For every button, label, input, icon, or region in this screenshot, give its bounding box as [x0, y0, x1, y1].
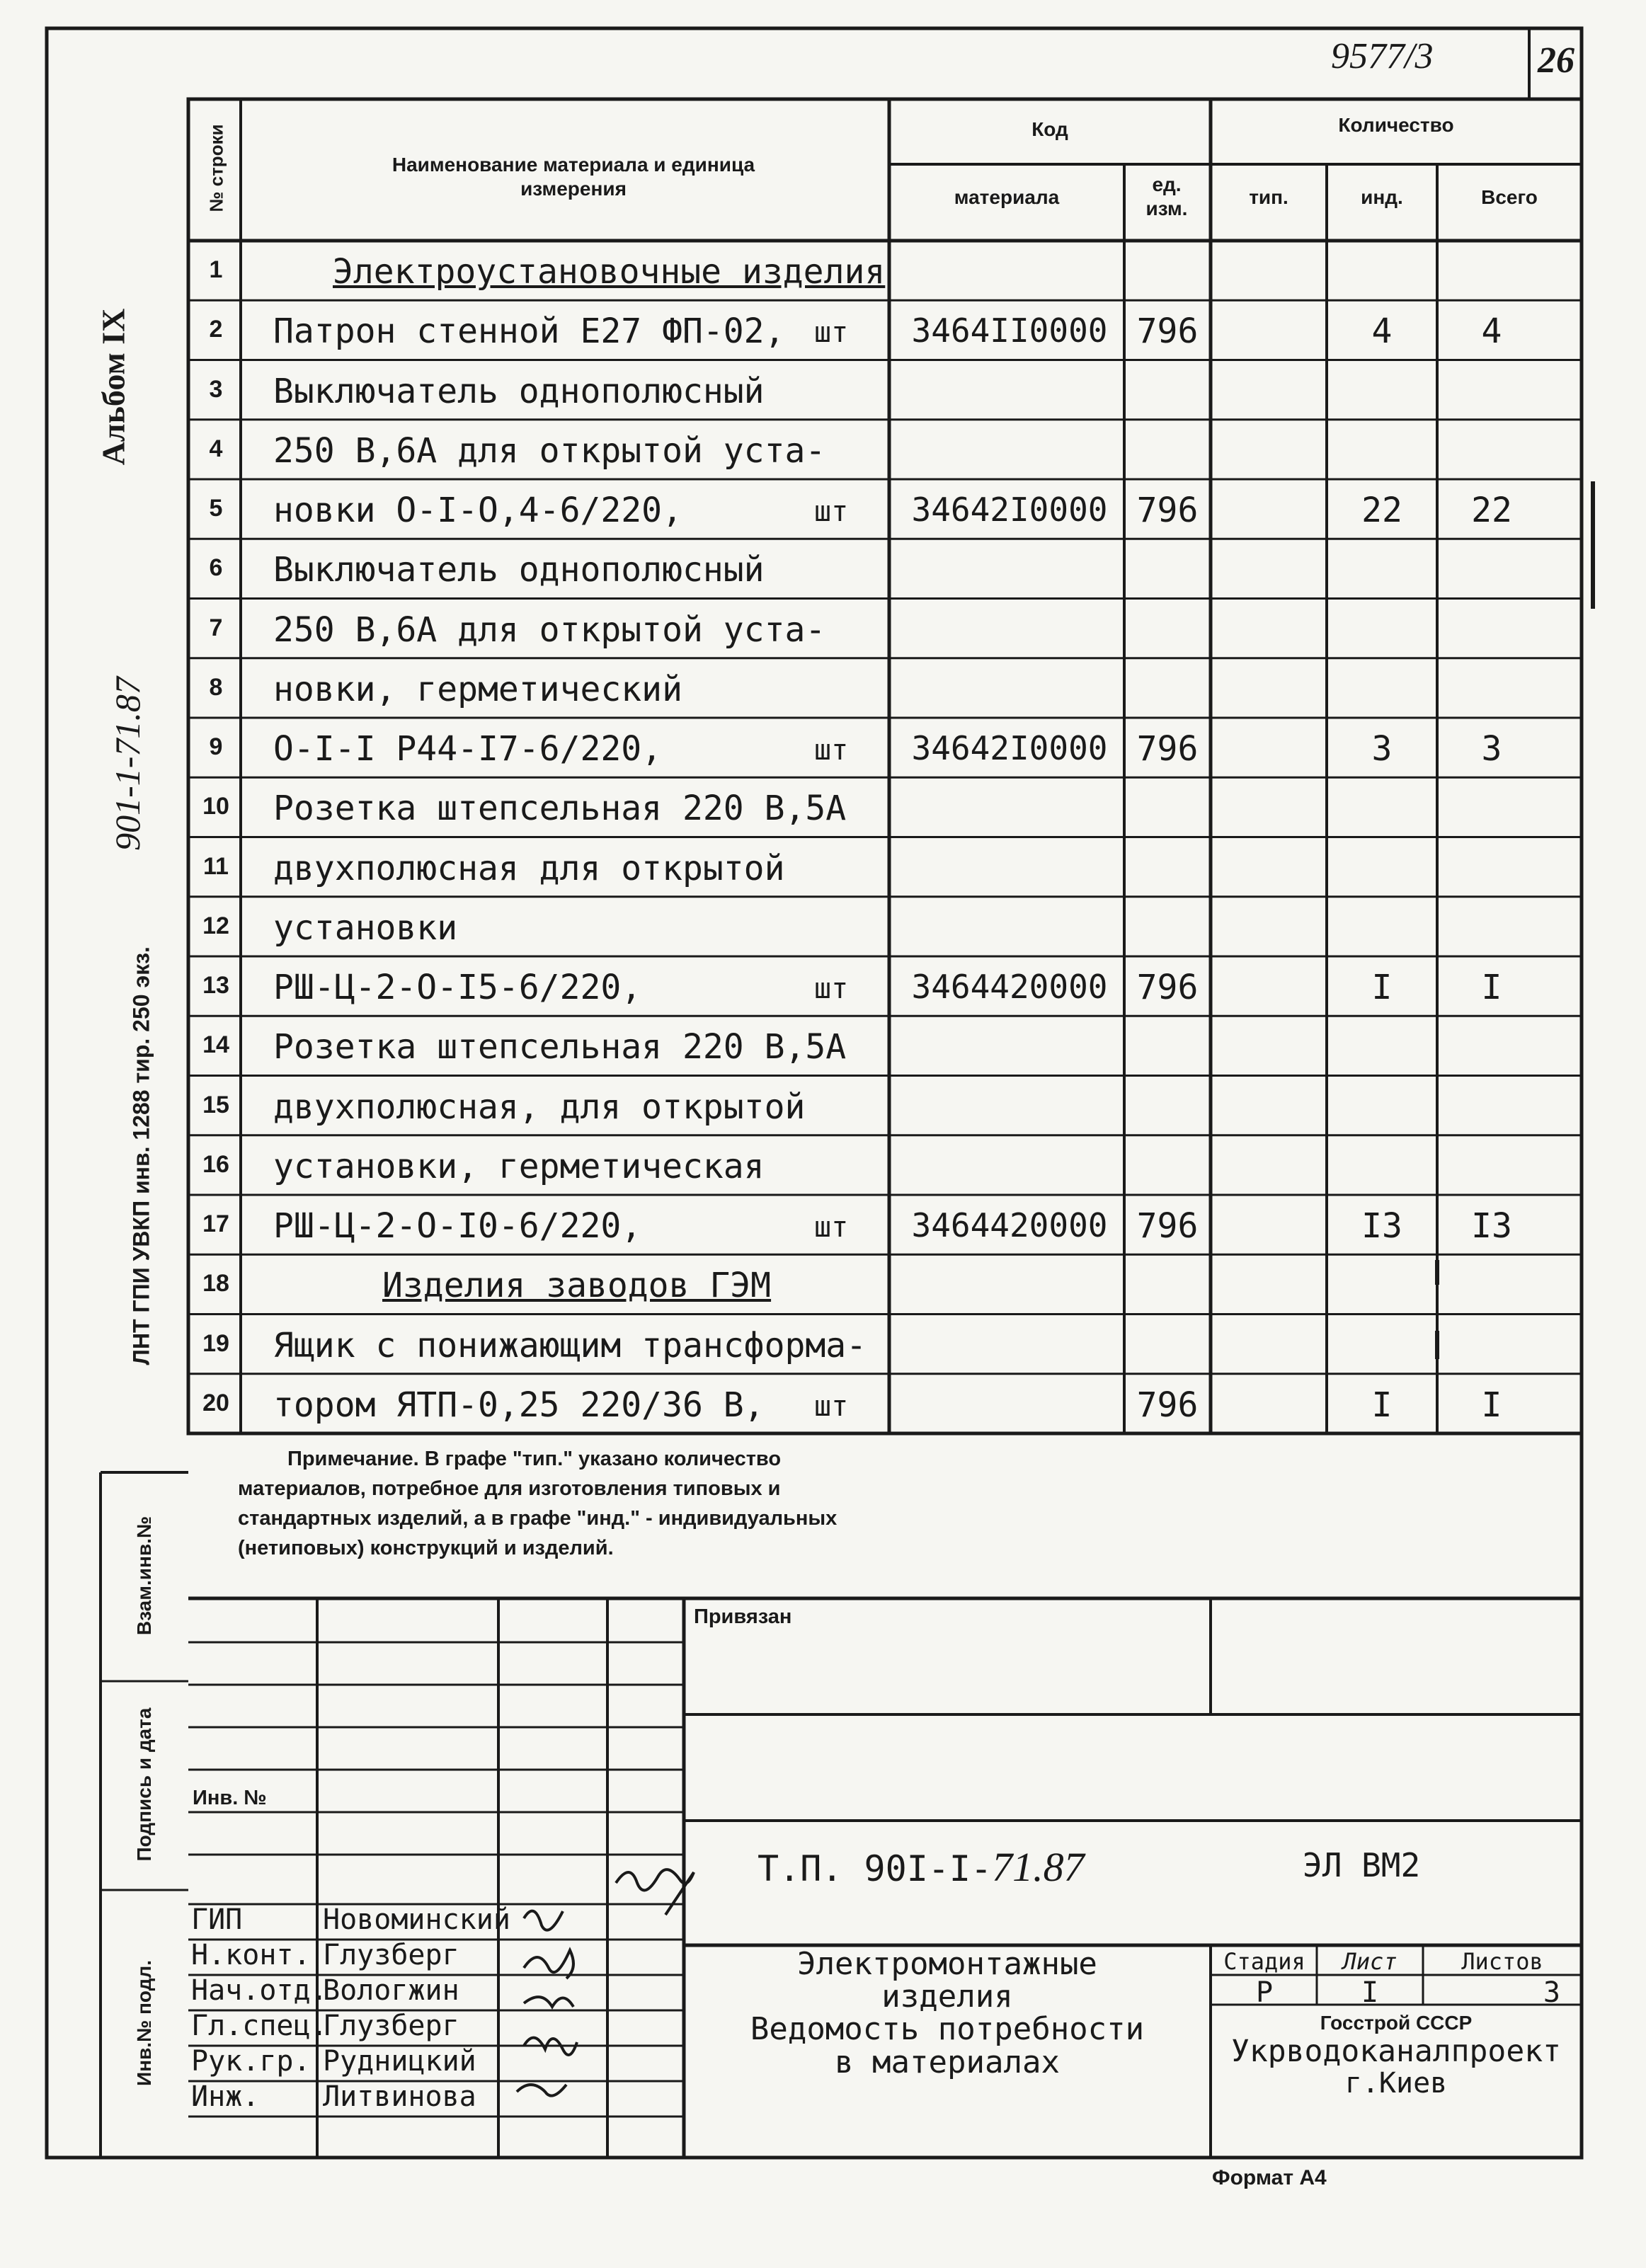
cell-ed: 796	[1136, 491, 1199, 530]
material-name: РШ-Ц-2-О-I0-6/220,	[273, 1206, 642, 1246]
signature-role: Гл.спец.	[191, 2010, 328, 2042]
sheets-value: 3	[1543, 1976, 1560, 2009]
stage-value: Р	[1255, 1976, 1274, 2009]
material-unit: шт	[814, 1390, 849, 1423]
cell-code: 3464420000	[911, 968, 1108, 1006]
series-code: 901-1-71.87	[108, 677, 147, 851]
row-number: 18	[202, 1270, 229, 1298]
signature-role: Рук.гр.	[191, 2045, 311, 2078]
material-name: Электроустановочные изделия	[333, 252, 886, 292]
material-name: Розетка штепсельная 220 В,5А	[273, 789, 847, 829]
cell-ind: 4	[1371, 311, 1393, 352]
material-name: Патрон стенной Е27 ФП-02,	[273, 311, 785, 352]
doc-title-3: Ведомость потребности	[750, 2011, 1145, 2048]
margin-inv: Инв.№ подл.	[133, 1960, 155, 2087]
org-line-2: Укрводоканалпроект	[1231, 2034, 1561, 2069]
signature-name: Литвинова	[323, 2080, 476, 2113]
doc-number-suffix: 71.87	[992, 1844, 1085, 1890]
col-qty-typ: тип.	[1249, 186, 1288, 208]
note-line-3: стандартных изделий, а в графе "инд." - индивидуальных	[238, 1507, 838, 1530]
row-number: 19	[202, 1329, 229, 1357]
material-name: РШ-Ц-2-О-I5-6/220,	[273, 968, 642, 1007]
cell-total: 22	[1471, 491, 1512, 530]
archive-ekz: экз.	[128, 946, 154, 988]
material-name: тором ЯТП-0,25 220/36 В,	[273, 1385, 765, 1425]
doc-code: 9577/3	[1331, 36, 1434, 76]
material-name: 250 В,6А для открытой уста-	[273, 609, 826, 650]
row-number: 2	[209, 316, 223, 343]
cell-ed: 796	[1136, 311, 1199, 352]
signature-name: Глузберг	[323, 2010, 459, 2042]
cell-total: I	[1481, 968, 1502, 1007]
material-name: двухполюсная для открытой	[273, 848, 785, 888]
material-unit: шт	[814, 734, 849, 767]
col-row-no: № строки	[205, 124, 227, 212]
row-number: 10	[202, 793, 229, 820]
material-name: Ящик с понижающим трансформа-	[273, 1325, 867, 1365]
page-number: 26	[1538, 40, 1574, 81]
cell-code: 34642I0000	[911, 729, 1108, 767]
col-qty-group: Количество	[1338, 114, 1454, 136]
row-number: 13	[202, 972, 229, 999]
doc-number	[758, 1843, 1085, 1891]
album-label: Альбом IX	[95, 308, 132, 466]
row-number: 17	[202, 1210, 229, 1237]
cell-code: 3464II0000	[911, 311, 1108, 350]
note-line-1: Примечание. В графе "тип." указано количество	[287, 1448, 782, 1470]
material-name: Розетка штепсельная 220 В,5А	[273, 1027, 847, 1067]
stage-label: Стадия	[1223, 1948, 1305, 1975]
row-number: 3	[209, 375, 223, 403]
sheets-label: Листов	[1461, 1948, 1543, 1975]
material-unit: шт	[814, 973, 849, 1005]
doc-title-2: изделия	[881, 1978, 1013, 2015]
material-name: новки, герметический	[273, 669, 682, 709]
org-line-3: г.Киев	[1344, 2067, 1448, 2100]
cell-ind: I3	[1361, 1206, 1402, 1246]
note-line-4: (нетиповых) конструкций и изделий.	[238, 1537, 614, 1560]
row-number: 20	[202, 1389, 229, 1416]
material-unit: шт	[814, 496, 849, 528]
archive-tir: тир. 250	[128, 994, 154, 1084]
col-name: Наименование материала и единица измерения	[392, 154, 755, 200]
material-name: Выключатель однополюсный	[273, 550, 765, 590]
inv-no-label: Инв. №	[193, 1787, 267, 1809]
note	[238, 1444, 837, 1563]
cell-code: 34642I0000	[911, 491, 1108, 529]
row-number: 12	[202, 912, 229, 939]
col-code-unit: ед. изм.	[1145, 173, 1188, 219]
cell-ed: 796	[1136, 1385, 1199, 1425]
material-name: Изделия заводов ГЭМ	[382, 1266, 772, 1306]
material-name: 250 В,6А для открытой уста-	[273, 430, 826, 471]
material-name: установки	[273, 907, 458, 948]
archive-inv: инв. 1288	[128, 1089, 154, 1195]
row-number: 11	[203, 852, 229, 880]
row-number: 14	[202, 1031, 229, 1059]
cell-ind: I	[1371, 1385, 1393, 1425]
archive-stamp	[128, 946, 155, 1365]
privyazan-label: Привязан	[694, 1605, 792, 1628]
material-name: О-I-I Р44-I7-6/220,	[273, 729, 663, 769]
row-number: 6	[209, 554, 223, 582]
signature-role: Нач.отд.	[191, 1974, 328, 2007]
cell-total: 4	[1481, 311, 1502, 352]
row-number: 7	[209, 614, 223, 641]
sheet-value: I	[1361, 1976, 1379, 2009]
material-name: Выключатель однополюсный	[273, 371, 765, 411]
row-number: 9	[209, 733, 223, 760]
margin-vzam: Взам.инв.№	[133, 1516, 155, 1636]
doc-number-prefix: Т.П. 90I-I-	[758, 1848, 993, 1889]
row-number: 8	[209, 673, 223, 701]
signature-name: Вологжин	[323, 1974, 459, 2007]
cell-total: I	[1481, 1385, 1502, 1425]
signature-role: Инж.	[191, 2080, 260, 2113]
signature-name: Новоминский	[323, 1903, 510, 1936]
cell-code: 3464420000	[911, 1206, 1108, 1244]
col-qty-ind: инд.	[1361, 186, 1403, 208]
col-code-material: материала	[954, 186, 1060, 208]
col-code-group: Код	[1031, 118, 1068, 140]
doc-title-4: в материалах	[835, 2044, 1060, 2080]
signature-role: Н.конт.	[191, 1939, 311, 1971]
material-name: двухполюсная, для открытой	[273, 1087, 806, 1127]
cell-ed: 796	[1136, 1206, 1199, 1246]
sheet-label: Лист	[1342, 1948, 1398, 1975]
row-number: 15	[202, 1091, 229, 1118]
material-name: новки О-I-О,4-6/220,	[273, 491, 682, 530]
cell-ed: 796	[1136, 968, 1199, 1007]
doc-title-1: Электромонтажные	[797, 1946, 1097, 1982]
cell-ind: 3	[1371, 729, 1393, 769]
signature-name: Рудницкий	[323, 2045, 476, 2078]
margin-podpis: Подпись и дата	[133, 1707, 155, 1862]
row-number: 5	[209, 495, 223, 522]
cell-total: 3	[1481, 729, 1502, 769]
archive-org: ЛНТ ГПИ УВКП	[128, 1200, 154, 1365]
material-name: установки, герметическая	[273, 1146, 765, 1186]
note-line-2: материалов, потребное для изготовления типовых и	[238, 1477, 781, 1501]
material-unit: шт	[814, 1211, 849, 1244]
cell-ind: I	[1371, 968, 1393, 1007]
material-unit: шт	[814, 316, 849, 350]
signature-name: Глузберг	[323, 1939, 459, 1971]
format-label: Формат А4	[1212, 2166, 1327, 2189]
doc-mark: ЭЛ ВМ2	[1303, 1846, 1421, 1884]
cell-total: I3	[1471, 1206, 1512, 1246]
signature-role: ГИП	[191, 1903, 243, 1936]
row-number: 16	[202, 1150, 229, 1178]
org-line-1: Госстрой СССР	[1320, 2012, 1473, 2034]
row-number: 4	[209, 435, 223, 462]
cell-ind: 22	[1361, 491, 1402, 530]
cell-ed: 796	[1136, 729, 1199, 769]
doc-title	[684, 1948, 1211, 2079]
row-number: 1	[209, 256, 223, 283]
org-block	[1211, 2012, 1582, 2100]
col-qty-total: Всего	[1481, 186, 1538, 208]
